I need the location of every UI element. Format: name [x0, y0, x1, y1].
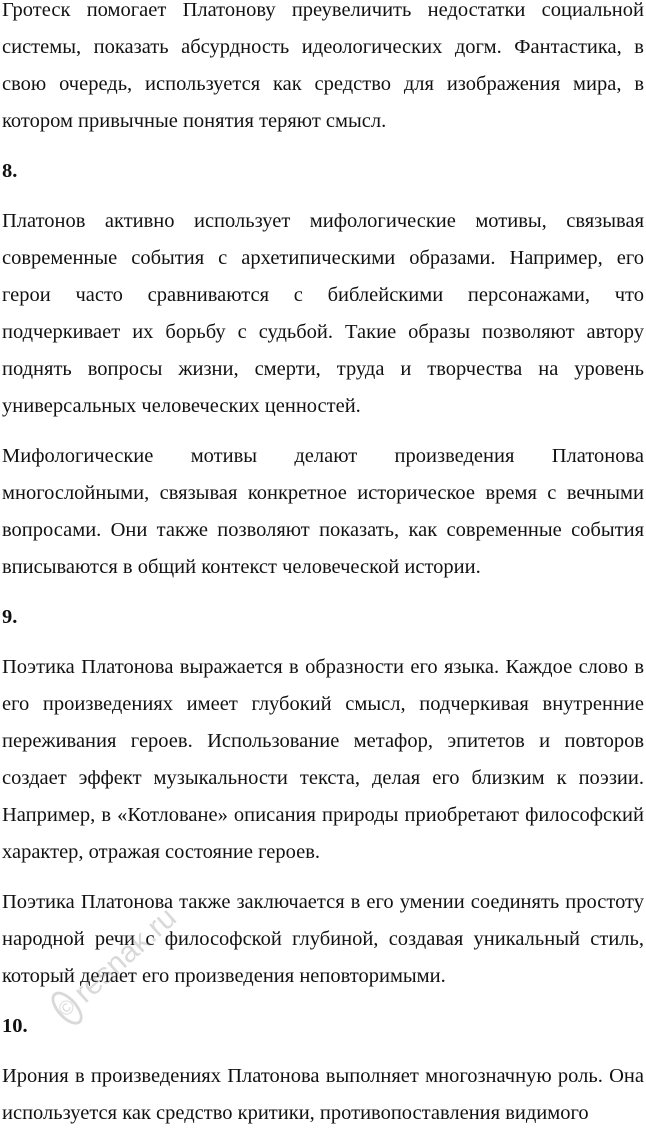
watermark-text: resnak.ru: [67, 900, 183, 1010]
paragraph-grotesque: Гротеск помогает Платонову преувеличить недостатки социальной системы, показать абсурдность идеологических догм. Фантастика, в свою очередь, используется как средство для изображения мира, в котором привычные понятия теряют смысл.: [2, 0, 644, 132]
paragraph-poetics-language: Поэтика Платонова выражается в образности его языка. Каждое слово в его произведениях имеет глубокий смысл, подчеркивая внутренние переживания героев. Использование метафор, эпитетов и повторов создает эффект музыкальности текста, делая его близким к поэзии. Например, в «Котловане» описания природы приобретают философский характер, отражая состояние героев.: [2, 656, 644, 863]
section-number-8: 8.: [2, 160, 18, 182]
document-page: [2, 0, 644, 1145]
paragraph-mythological-layers: Мифологические мотивы делают произведения Платонова многослойными, связывая конкретное историческое время с вечными вопросами. Они также позволяют показать, как современные события вписываются в общий контекст человеческой истории.: [2, 445, 644, 578]
paragraph-irony: Ирония в произведениях Платонова выполняет многозначную роль. Она используется как средство критики, противопоставления видимого: [2, 1065, 644, 1124]
copyright-icon: ©: [46, 986, 88, 1030]
section-number-9: 9.: [2, 606, 18, 628]
paragraph-poetics-style: Поэтика Платонова также заключается в его умении соединять простоту народной речи с философской глубиной, создавая уникальный стиль, который делает его произведения неповторимыми.: [2, 891, 644, 987]
section-number-10: 10.: [2, 1015, 28, 1037]
paragraph-mythological-motifs: Платонов активно использует мифологические мотивы, связывая современные события с архетипическими образами. Например, его герои часто сравниваются с библейскими персонажами, что подчеркивает их борьбу с судьбой. Такие образы позволяют автору поднять вопросы жизни, смерти, труда и творчества на уровень универсальных человеческих ценностей.: [2, 210, 644, 417]
